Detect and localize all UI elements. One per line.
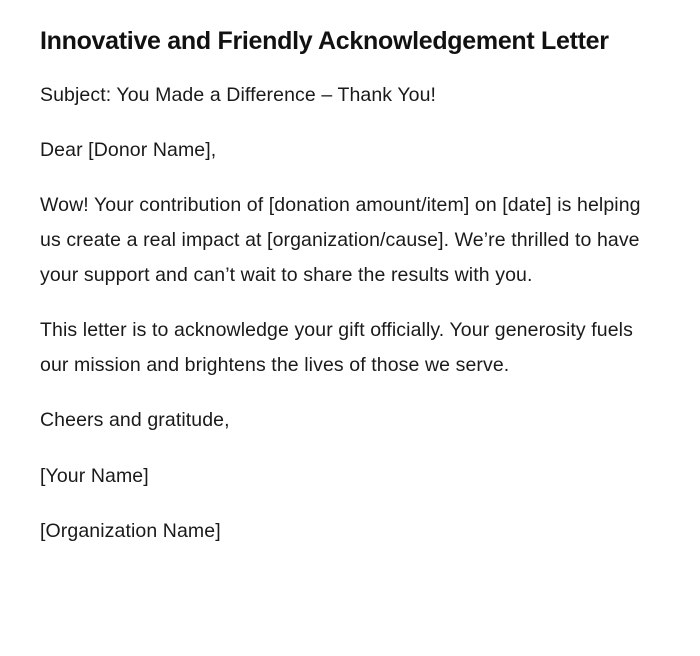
signer-organization: [Organization Name]: [40, 520, 221, 542]
signer-name: [Your Name]: [40, 465, 149, 487]
letter-subject: Subject: You Made a Difference – Thank You!: [40, 84, 437, 106]
letter-closing: Cheers and gratitude,: [40, 409, 230, 431]
letter-title: Innovative and Friendly Acknowledgement Letter: [40, 27, 609, 55]
letter-paragraph-1: Wow! Your contribution of [donation amount/item] on [date] is helping us create a real impact at [organization/cause]. We’re thrilled to have your support and can’t wait to share the results with you.: [40, 194, 641, 286]
letter-salutation: Dear [Donor Name],: [40, 139, 217, 161]
letter-paragraph-2: This letter is to acknowledge your gift officially. Your generosity fuels our mission and brightens the lives of those we serve.: [40, 319, 633, 376]
